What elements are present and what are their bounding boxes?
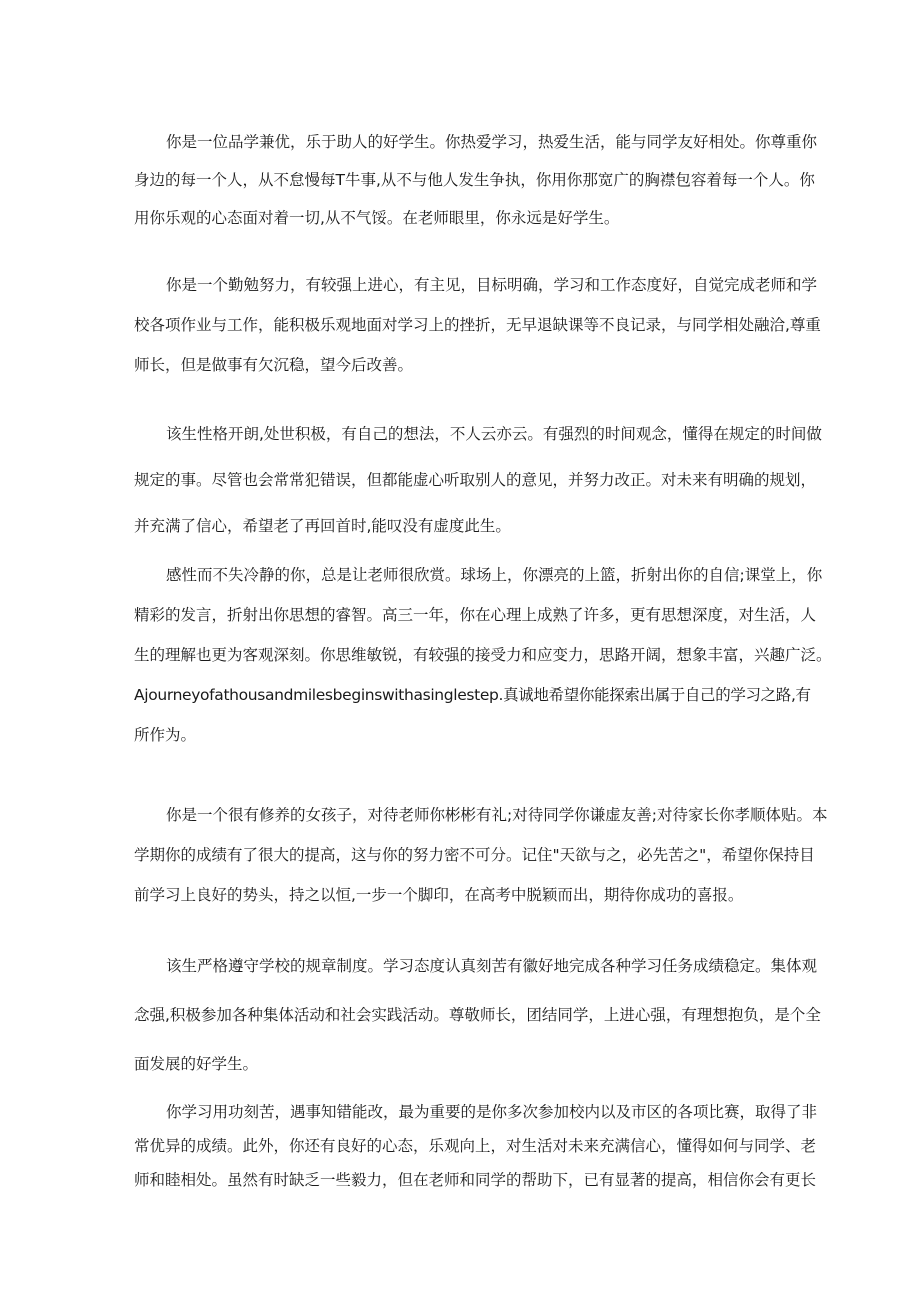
text-line: 面发展的好学生。 [134,1055,259,1073]
text-line: 你是一个很有修养的女孩子，对待老师你彬彬有礼;对待同学你谦虚友善;对待家长你孝顺体贴。本 [166,806,828,824]
text-line: 师和睦相处。虽然有时缺乏一些毅力，但在老师和同学的帮助下，已有显著的提高，相信你会有更长 [134,1171,817,1189]
comment-paragraph [134,1103,818,1190]
text-line: 并充满了信心，希望老了再回首时,能叹没有虚度此生。 [134,517,511,535]
text-line: 精彩的发言，折射出你思想的睿智。高三一年，你在心理上成熟了许多，更有思想深度，对生活，人 [134,606,817,624]
comment-paragraph [134,276,821,375]
comment-paragraph [134,957,821,1074]
text-line: 用你乐观的心态面对着一切,从不气馁。在老师眼里，你永远是好学生。 [134,209,620,227]
text-line: 感性而不失冷静的你，总是让老师很欣赏。球场上，你漂亮的上篮，折射出你的自信;课堂上，你 [166,566,823,584]
text-line: 念强,积极参加各种集体活动和社会实践活动。尊敬师长，团结同学，上进心强，有理想抱负，是个全 [134,1006,821,1024]
comment-paragraph [134,133,818,228]
text-line: 该生性格开朗,处世积极，有自己的想法，不人云亦云。有强烈的时间观念，懂得在规定的时间做 [166,425,822,443]
text-line: 你是一个勤勉努力，有较强上进心，有主见，目标明确，学习和工作态度好，自觉完成老师和学 [166,276,818,294]
comment-paragraph [134,806,828,905]
text-line: 你是一位品学兼优，乐于助人的好学生。你热爱学习，热爱生活，能与同学友好相处。你尊重你 [166,133,818,151]
text-line: 该生严格遵守学校的规章制度。学习态度认真刻苦有徽好地完成各种学习任务成绩稳定。集体观 [166,957,818,975]
text-line: 校各项作业与工作，能积极乐观地面对学习上的挫折，无早退缺课等不良记录，与同学相处融洽,尊重 [134,316,821,334]
text-line: 规定的事。尽管也会常常犯错误，但都能虚心听取别人的意见，并努力改正。对未来有明确的规划， [134,471,817,489]
text-line: 你学习用功刻苦，遇事知错能改，最为重要的是你多次参加校内以及市区的各项比赛，取得了非 [166,1103,818,1121]
text-line: 学期你的成绩有了很大的提高，这与你的努力密不可分。记住"天欲与之，必先苦之"，希望你保持目 [134,846,815,864]
comment-paragraph [134,425,822,536]
text-line: 所作为。 [134,726,197,744]
text-line: 常优异的成绩。此外，你还有良好的心态，乐观向上，对生活对未来充满信心，懂得如何与同学、老 [134,1137,817,1155]
text-line: 生的理解也更为客观深刻。你思维敏锐，有较强的接受力和应变力，思路开阔，想象丰富，兴趣广泛。 [134,646,832,664]
comment-paragraph [134,566,832,745]
text-line: 身边的每一个人，从不怠慢每T牛事,从不与他人发生争执，你用你那宽广的胸襟包容着每一个人。你 [134,171,815,189]
text-line: 前学习上良好的势头，持之以恒,一步一个脚印，在高考中脱颖而出，期待你成功的喜报。 [134,886,744,904]
text-line: Ajourneyofathousandmilesbeginswithasinglestep.真诚地希望你能探索出属于自己的学习之路,有 [134,686,811,704]
text-line: 师长，但是做事有欠沉稳，望今后改善。 [134,356,414,374]
